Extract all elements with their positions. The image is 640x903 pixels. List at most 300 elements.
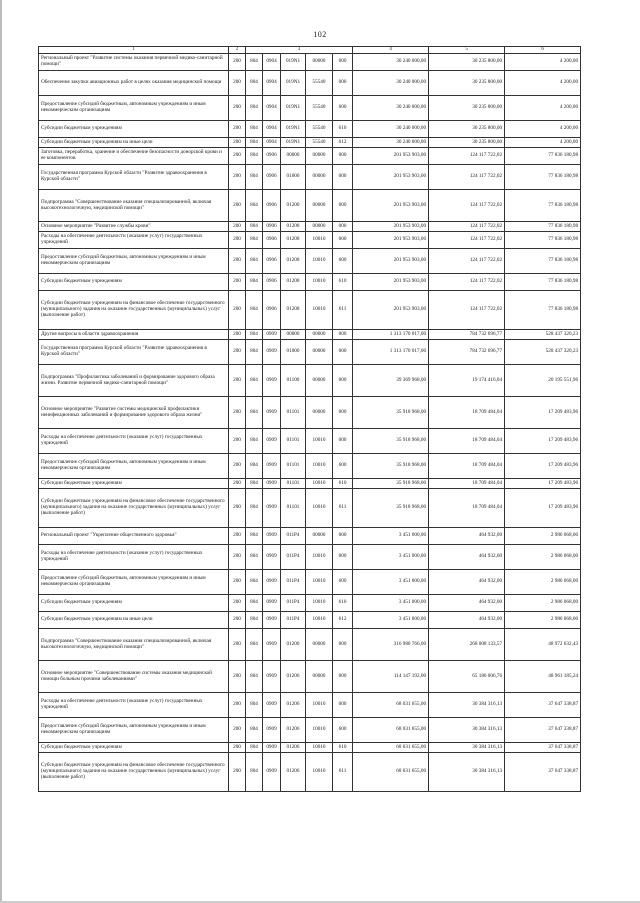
code-cell: 01101	[281, 397, 306, 429]
amount-remaining: 17 209 483,96	[505, 397, 581, 429]
amount-planned: 201 953 903,00	[353, 274, 429, 291]
code-cell: 610	[333, 274, 353, 291]
row-name: Обеспечение закупки авиационных работ в целях оказания медицинской помощи	[39, 71, 229, 96]
table-row	[39, 718, 581, 743]
code-cell: 200	[229, 753, 246, 792]
code-cell: 804	[246, 489, 263, 528]
table-row	[39, 222, 581, 232]
amount-remaining: 2 986 068,00	[505, 545, 581, 570]
code-cell: 01206	[281, 743, 306, 753]
amount-executed: 124 117 722,02	[429, 148, 505, 165]
code-cell: 011P4	[281, 570, 306, 595]
amount-executed: 30 384 316,13	[429, 718, 505, 743]
code-cell: 10010	[306, 545, 333, 570]
table-row	[39, 340, 581, 365]
code-cell: 55540	[306, 121, 333, 138]
code-cell: 00000	[306, 365, 333, 397]
code-cell: 804	[246, 595, 263, 612]
code-cell: 10010	[306, 489, 333, 528]
amount-remaining: 77 836 180,98	[505, 148, 581, 165]
amount-planned: 68 031 655,00	[353, 693, 429, 718]
code-cell: 0909	[263, 753, 281, 792]
code-cell: 804	[246, 121, 263, 138]
code-cell: 804	[246, 274, 263, 291]
amount-remaining: 37 647 338,87	[505, 743, 581, 753]
column-number-row	[39, 47, 581, 54]
table-row	[39, 661, 581, 693]
code-cell: 011P4	[281, 612, 306, 629]
row-name: Расходы на обеспечение деятельности (оказание услуг) государственных учреждений	[39, 429, 229, 454]
code-cell: 01200	[281, 190, 306, 222]
code-cell: 600	[333, 570, 353, 595]
code-cell: 610	[333, 479, 353, 489]
amount-executed: 464 932,00	[429, 545, 505, 570]
amount-remaining: 4 200,00	[505, 96, 581, 121]
code-cell: 00000	[306, 340, 333, 365]
amount-remaining: 17 209 483,96	[505, 429, 581, 454]
code-cell: 01100	[281, 365, 306, 397]
code-cell: 200	[229, 454, 246, 479]
code-cell: 804	[246, 365, 263, 397]
code-cell: 01206	[281, 718, 306, 743]
code-cell: 55540	[306, 96, 333, 121]
column-header: 4	[353, 47, 429, 54]
table-row	[39, 753, 581, 792]
amount-executed: 30 384 316,13	[429, 693, 505, 718]
code-cell: 200	[229, 340, 246, 365]
code-cell: 804	[246, 397, 263, 429]
table-row	[39, 489, 581, 528]
amount-executed: 124 117 722,02	[429, 165, 505, 190]
row-name: Расходы на обеспечение деятельности (оказание услуг) государственных учреждений	[39, 232, 229, 249]
code-cell: 200	[229, 629, 246, 661]
code-cell: 000	[333, 222, 353, 232]
row-name: Подпрограмма "Профилактика заболеваний и формирование здорового образа жизни. Развитие первичной медико-санитарной помощи"	[39, 365, 229, 397]
code-cell: 0904	[263, 54, 281, 71]
code-cell: 804	[246, 545, 263, 570]
row-name: Основное мероприятие "Совершенствование системы оказания медицинской помощи больным прочими заболеваниями"	[39, 661, 229, 693]
table-row	[39, 121, 581, 138]
row-name: Субсидии бюджетным учреждениям на иные цели	[39, 612, 229, 629]
table-row	[39, 190, 581, 222]
code-cell: 0909	[263, 365, 281, 397]
row-name: Субсидии бюджетным учреждениям	[39, 121, 229, 138]
code-cell: 200	[229, 397, 246, 429]
code-cell: 0909	[263, 661, 281, 693]
amount-executed: 30 235 800,00	[429, 54, 505, 71]
amount-executed: 124 117 722,02	[429, 232, 505, 249]
code-cell: 01208	[281, 291, 306, 330]
code-cell: 0909	[263, 397, 281, 429]
amount-executed: 464 932,00	[429, 528, 505, 545]
code-cell: 000	[333, 693, 353, 718]
code-cell: 0906	[263, 232, 281, 249]
amount-remaining: 17 209 483,96	[505, 489, 581, 528]
amount-executed: 30 235 800,00	[429, 121, 505, 138]
table-row	[39, 454, 581, 479]
code-cell: 0909	[263, 429, 281, 454]
code-cell: 000	[333, 528, 353, 545]
table-row	[39, 570, 581, 595]
code-cell: 01206	[281, 693, 306, 718]
amount-executed: 18 709 484,04	[429, 489, 505, 528]
code-cell: 019N1	[281, 54, 306, 71]
amount-remaining: 48 972 632,43	[505, 629, 581, 661]
amount-remaining: 77 836 180,98	[505, 291, 581, 330]
code-cell: 10010	[306, 479, 333, 489]
amount-executed: 19 174 416,04	[429, 365, 505, 397]
table-row	[39, 54, 581, 71]
row-name: Основное мероприятие "Развитие системы медицинской профилактики неинфекционных заболеваний и формирование здорового образа жизни"	[39, 397, 229, 429]
row-name: Предоставление субсидий бюджетным, автономным учреждениям и иным некоммерческим организациям	[39, 96, 229, 121]
code-cell: 000	[333, 340, 353, 365]
code-cell: 804	[246, 629, 263, 661]
amount-planned: 68 031 655,00	[353, 753, 429, 792]
code-cell: 00000	[306, 54, 333, 71]
amount-planned: 201 953 903,00	[353, 222, 429, 232]
table-row	[39, 693, 581, 718]
amount-executed: 30 384 316,13	[429, 753, 505, 792]
amount-remaining: 20 195 551,96	[505, 365, 581, 397]
code-cell: 10010	[306, 249, 333, 274]
code-cell: 200	[229, 545, 246, 570]
code-cell: 011P4	[281, 528, 306, 545]
code-cell: 10010	[306, 570, 333, 595]
row-name: Региональный проект "Укрепление общественного здоровья"	[39, 528, 229, 545]
row-name: Основное мероприятие "Развитие службы крови"	[39, 222, 229, 232]
code-cell: 804	[246, 148, 263, 165]
code-cell: 55540	[306, 71, 333, 96]
code-cell: 200	[229, 291, 246, 330]
code-cell: 0909	[263, 718, 281, 743]
code-cell: 10010	[306, 454, 333, 479]
code-cell: 200	[229, 365, 246, 397]
code-cell: 200	[229, 190, 246, 222]
amount-remaining: 48 961 185,24	[505, 661, 581, 693]
amount-planned: 68 031 655,00	[353, 718, 429, 743]
code-cell: 00000	[306, 222, 333, 232]
amount-remaining: 4 200,00	[505, 121, 581, 138]
code-cell: 10010	[306, 291, 333, 330]
amount-planned: 114 147 192,00	[353, 661, 429, 693]
code-cell: 01101	[281, 479, 306, 489]
amount-planned: 1 313 170 017,00	[353, 330, 429, 340]
row-name: Предоставление субсидий бюджетным, автономным учреждениям и иным некоммерческим организациям	[39, 454, 229, 479]
table-row	[39, 528, 581, 545]
code-cell: 804	[246, 330, 263, 340]
amount-planned: 3 451 000,00	[353, 612, 429, 629]
code-cell: 611	[333, 489, 353, 528]
table-row	[39, 429, 581, 454]
amount-executed: 268 008 133,57	[429, 629, 505, 661]
table-row	[39, 545, 581, 570]
amount-remaining: 528 437 320,23	[505, 340, 581, 365]
row-name: Предоставление субсидий бюджетным, автономным учреждениям и иным некоммерческим организациям	[39, 249, 229, 274]
row-name: Субсидии бюджетным учреждениям на иные цели	[39, 138, 229, 148]
code-cell: 01000	[281, 165, 306, 190]
column-header: 3	[246, 47, 353, 54]
code-cell: 804	[246, 54, 263, 71]
code-cell: 0906	[263, 249, 281, 274]
code-cell: 01101	[281, 489, 306, 528]
code-cell: 0909	[263, 570, 281, 595]
code-cell: 610	[333, 595, 353, 612]
amount-planned: 3 451 000,00	[353, 595, 429, 612]
code-cell: 0909	[263, 693, 281, 718]
amount-executed: 124 117 722,02	[429, 274, 505, 291]
table-row	[39, 743, 581, 753]
code-cell: 200	[229, 570, 246, 595]
code-cell: 00000	[306, 397, 333, 429]
code-cell: 000	[333, 148, 353, 165]
code-cell: 0909	[263, 629, 281, 661]
amount-planned: 201 953 903,00	[353, 291, 429, 330]
code-cell: 55540	[306, 138, 333, 148]
amount-executed: 464 932,00	[429, 595, 505, 612]
code-cell: 10010	[306, 612, 333, 629]
code-cell: 200	[229, 121, 246, 138]
row-name: Субсидии бюджетным учреждениям	[39, 743, 229, 753]
code-cell: 0909	[263, 595, 281, 612]
code-cell: 00000	[281, 148, 306, 165]
amount-executed: 18 709 484,04	[429, 479, 505, 489]
amount-planned: 201 953 903,00	[353, 165, 429, 190]
code-cell: 804	[246, 661, 263, 693]
code-cell: 01206	[281, 661, 306, 693]
amount-executed: 30 384 316,13	[429, 743, 505, 753]
code-cell: 200	[229, 148, 246, 165]
code-cell: 0904	[263, 138, 281, 148]
code-cell: 000	[333, 545, 353, 570]
table-row	[39, 138, 581, 148]
code-cell: 00000	[306, 148, 333, 165]
code-cell: 200	[229, 330, 246, 340]
code-cell: 200	[229, 693, 246, 718]
amount-remaining: 77 836 180,98	[505, 190, 581, 222]
code-cell: 804	[246, 232, 263, 249]
code-cell: 804	[246, 222, 263, 232]
row-name: Государственная программа Курской области "Развитие здравоохранения в Курской области"	[39, 165, 229, 190]
table-row	[39, 165, 581, 190]
code-cell: 000	[333, 330, 353, 340]
amount-executed: 124 117 722,02	[429, 222, 505, 232]
code-cell: 000	[333, 365, 353, 397]
code-cell: 0906	[263, 222, 281, 232]
row-name: Расходы на обеспечение деятельности (оказание услуг) государственных учреждений	[39, 693, 229, 718]
code-cell: 610	[333, 121, 353, 138]
code-cell: 804	[246, 249, 263, 274]
code-cell: 804	[246, 340, 263, 365]
code-cell: 611	[333, 753, 353, 792]
amount-planned: 39 369 968,00	[353, 365, 429, 397]
code-cell: 0909	[263, 489, 281, 528]
amount-remaining: 4 200,00	[505, 71, 581, 96]
code-cell: 000	[333, 661, 353, 693]
code-cell: 0906	[263, 165, 281, 190]
amount-planned: 35 918 968,00	[353, 429, 429, 454]
amount-remaining: 77 836 180,98	[505, 249, 581, 274]
code-cell: 000	[333, 629, 353, 661]
code-cell: 200	[229, 429, 246, 454]
row-name: Субсидии бюджетным учреждениям на финансовое обеспечение государственного (муниципального) задания на оказание государственных (муниципальных) услуг (выполнение работ)	[39, 291, 229, 330]
code-cell: 804	[246, 291, 263, 330]
amount-planned: 35 918 968,00	[353, 489, 429, 528]
code-cell: 00000	[306, 661, 333, 693]
code-cell: 0904	[263, 71, 281, 96]
table-row	[39, 397, 581, 429]
code-cell: 200	[229, 71, 246, 96]
code-cell: 612	[333, 612, 353, 629]
code-cell: 611	[333, 291, 353, 330]
table-row	[39, 96, 581, 121]
amount-remaining: 37 647 338,87	[505, 718, 581, 743]
amount-executed: 124 117 722,02	[429, 190, 505, 222]
code-cell: 00000	[281, 330, 306, 340]
amount-executed: 65 186 006,76	[429, 661, 505, 693]
code-cell: 0909	[263, 330, 281, 340]
amount-planned: 201 953 903,00	[353, 190, 429, 222]
row-name: Региональный проект "Развитие системы оказания первичной медико-санитарной помощи"	[39, 54, 229, 71]
row-name: Субсидии бюджетным учреждениям	[39, 479, 229, 489]
code-cell: 000	[333, 190, 353, 222]
code-cell: 804	[246, 479, 263, 489]
code-cell: 600	[333, 249, 353, 274]
amount-planned: 30 240 000,00	[353, 96, 429, 121]
code-cell: 804	[246, 753, 263, 792]
table-row	[39, 595, 581, 612]
code-cell: 01101	[281, 454, 306, 479]
column-header: 1	[39, 47, 229, 54]
row-name: Субсидии бюджетным учреждениям	[39, 274, 229, 291]
amount-remaining: 2 986 068,00	[505, 570, 581, 595]
code-cell: 200	[229, 489, 246, 528]
code-cell: 10010	[306, 718, 333, 743]
code-cell: 0906	[263, 291, 281, 330]
code-cell: 0909	[263, 479, 281, 489]
code-cell: 01000	[281, 340, 306, 365]
code-cell: 804	[246, 138, 263, 148]
table-row	[39, 365, 581, 397]
scan-edge-left	[0, 0, 2, 903]
code-cell: 804	[246, 528, 263, 545]
row-name: Субсидии бюджетным учреждениям на финансовое обеспечение государственного (муниципального) задания на оказание государственных (муниципальных) услуг (выполнение работ)	[39, 753, 229, 792]
code-cell: 01208	[281, 249, 306, 274]
table-row	[39, 71, 581, 96]
code-cell: 000	[333, 232, 353, 249]
amount-planned: 201 953 903,00	[353, 148, 429, 165]
amount-remaining: 528 437 320,23	[505, 330, 581, 340]
code-cell: 0904	[263, 121, 281, 138]
table-row	[39, 629, 581, 661]
code-cell: 00000	[306, 528, 333, 545]
code-cell: 01208	[281, 274, 306, 291]
amount-planned: 35 918 968,00	[353, 454, 429, 479]
code-cell: 600	[333, 718, 353, 743]
code-cell: 011P4	[281, 545, 306, 570]
table-row	[39, 291, 581, 330]
column-header: 5	[429, 47, 505, 54]
amount-remaining: 2 986 068,00	[505, 612, 581, 629]
amount-executed: 18 709 484,04	[429, 429, 505, 454]
amount-planned: 30 240 000,00	[353, 54, 429, 71]
code-cell: 804	[246, 190, 263, 222]
code-cell: 200	[229, 479, 246, 489]
row-name: Подпрограмма "Совершенствование оказания специализированной, включая высокотехнологичную, медицинской помощи"	[39, 629, 229, 661]
code-cell: 804	[246, 96, 263, 121]
code-cell: 000	[333, 429, 353, 454]
row-name: Субсидии бюджетным учреждениям	[39, 595, 229, 612]
row-name: Предоставление субсидий бюджетным, автономным учреждениям и иным некоммерческим организациям	[39, 570, 229, 595]
code-cell: 10010	[306, 753, 333, 792]
amount-planned: 30 240 000,00	[353, 71, 429, 96]
code-cell: 0909	[263, 743, 281, 753]
table-row	[39, 249, 581, 274]
code-cell: 0909	[263, 340, 281, 365]
amount-planned: 68 031 655,00	[353, 743, 429, 753]
code-cell: 804	[246, 165, 263, 190]
row-name: Государственная программа Курской области "Развитие здравоохранения в Курской области"	[39, 340, 229, 365]
page-number: 102	[313, 30, 327, 39]
table-body	[39, 54, 581, 792]
code-cell: 00000	[306, 165, 333, 190]
code-cell: 200	[229, 661, 246, 693]
code-cell: 0906	[263, 274, 281, 291]
code-cell: 0904	[263, 96, 281, 121]
code-cell: 00000	[306, 330, 333, 340]
code-cell: 000	[333, 71, 353, 96]
amount-remaining: 4 200,00	[505, 54, 581, 71]
amount-planned: 30 240 000,00	[353, 121, 429, 138]
table-row	[39, 612, 581, 629]
amount-executed: 30 235 800,00	[429, 71, 505, 96]
amount-executed: 464 932,00	[429, 570, 505, 595]
code-cell: 10010	[306, 274, 333, 291]
amount-executed: 30 235 800,00	[429, 96, 505, 121]
code-cell: 019N1	[281, 121, 306, 138]
amount-executed: 18 709 484,04	[429, 454, 505, 479]
table-row	[39, 232, 581, 249]
amount-remaining: 17 209 483,96	[505, 479, 581, 489]
amount-remaining: 77 836 180,98	[505, 232, 581, 249]
code-cell: 610	[333, 743, 353, 753]
amount-remaining: 77 836 180,98	[505, 274, 581, 291]
code-cell: 200	[229, 743, 246, 753]
amount-executed: 124 117 722,02	[429, 291, 505, 330]
code-cell: 612	[333, 138, 353, 148]
code-cell: 0909	[263, 545, 281, 570]
code-cell: 600	[333, 454, 353, 479]
code-cell: 804	[246, 743, 263, 753]
code-cell: 804	[246, 693, 263, 718]
code-cell: 200	[229, 528, 246, 545]
row-name: Подпрограмма "Совершенствование оказания специализированной, включая высокотехнологичную, медицинской помощи"	[39, 190, 229, 222]
code-cell: 10010	[306, 232, 333, 249]
code-cell: 10010	[306, 595, 333, 612]
code-cell: 200	[229, 249, 246, 274]
code-cell: 01206	[281, 753, 306, 792]
amount-planned: 316 980 766,00	[353, 629, 429, 661]
code-cell: 0909	[263, 612, 281, 629]
amount-planned: 1 313 170 017,00	[353, 340, 429, 365]
code-cell: 10010	[306, 743, 333, 753]
code-cell: 200	[229, 718, 246, 743]
code-cell: 019N1	[281, 138, 306, 148]
amount-planned: 3 451 000,00	[353, 528, 429, 545]
row-name: Расходы на обеспечение деятельности (оказание услуг) государственных учреждений	[39, 545, 229, 570]
code-cell: 200	[229, 612, 246, 629]
code-cell: 804	[246, 612, 263, 629]
amount-planned: 201 953 903,00	[353, 249, 429, 274]
